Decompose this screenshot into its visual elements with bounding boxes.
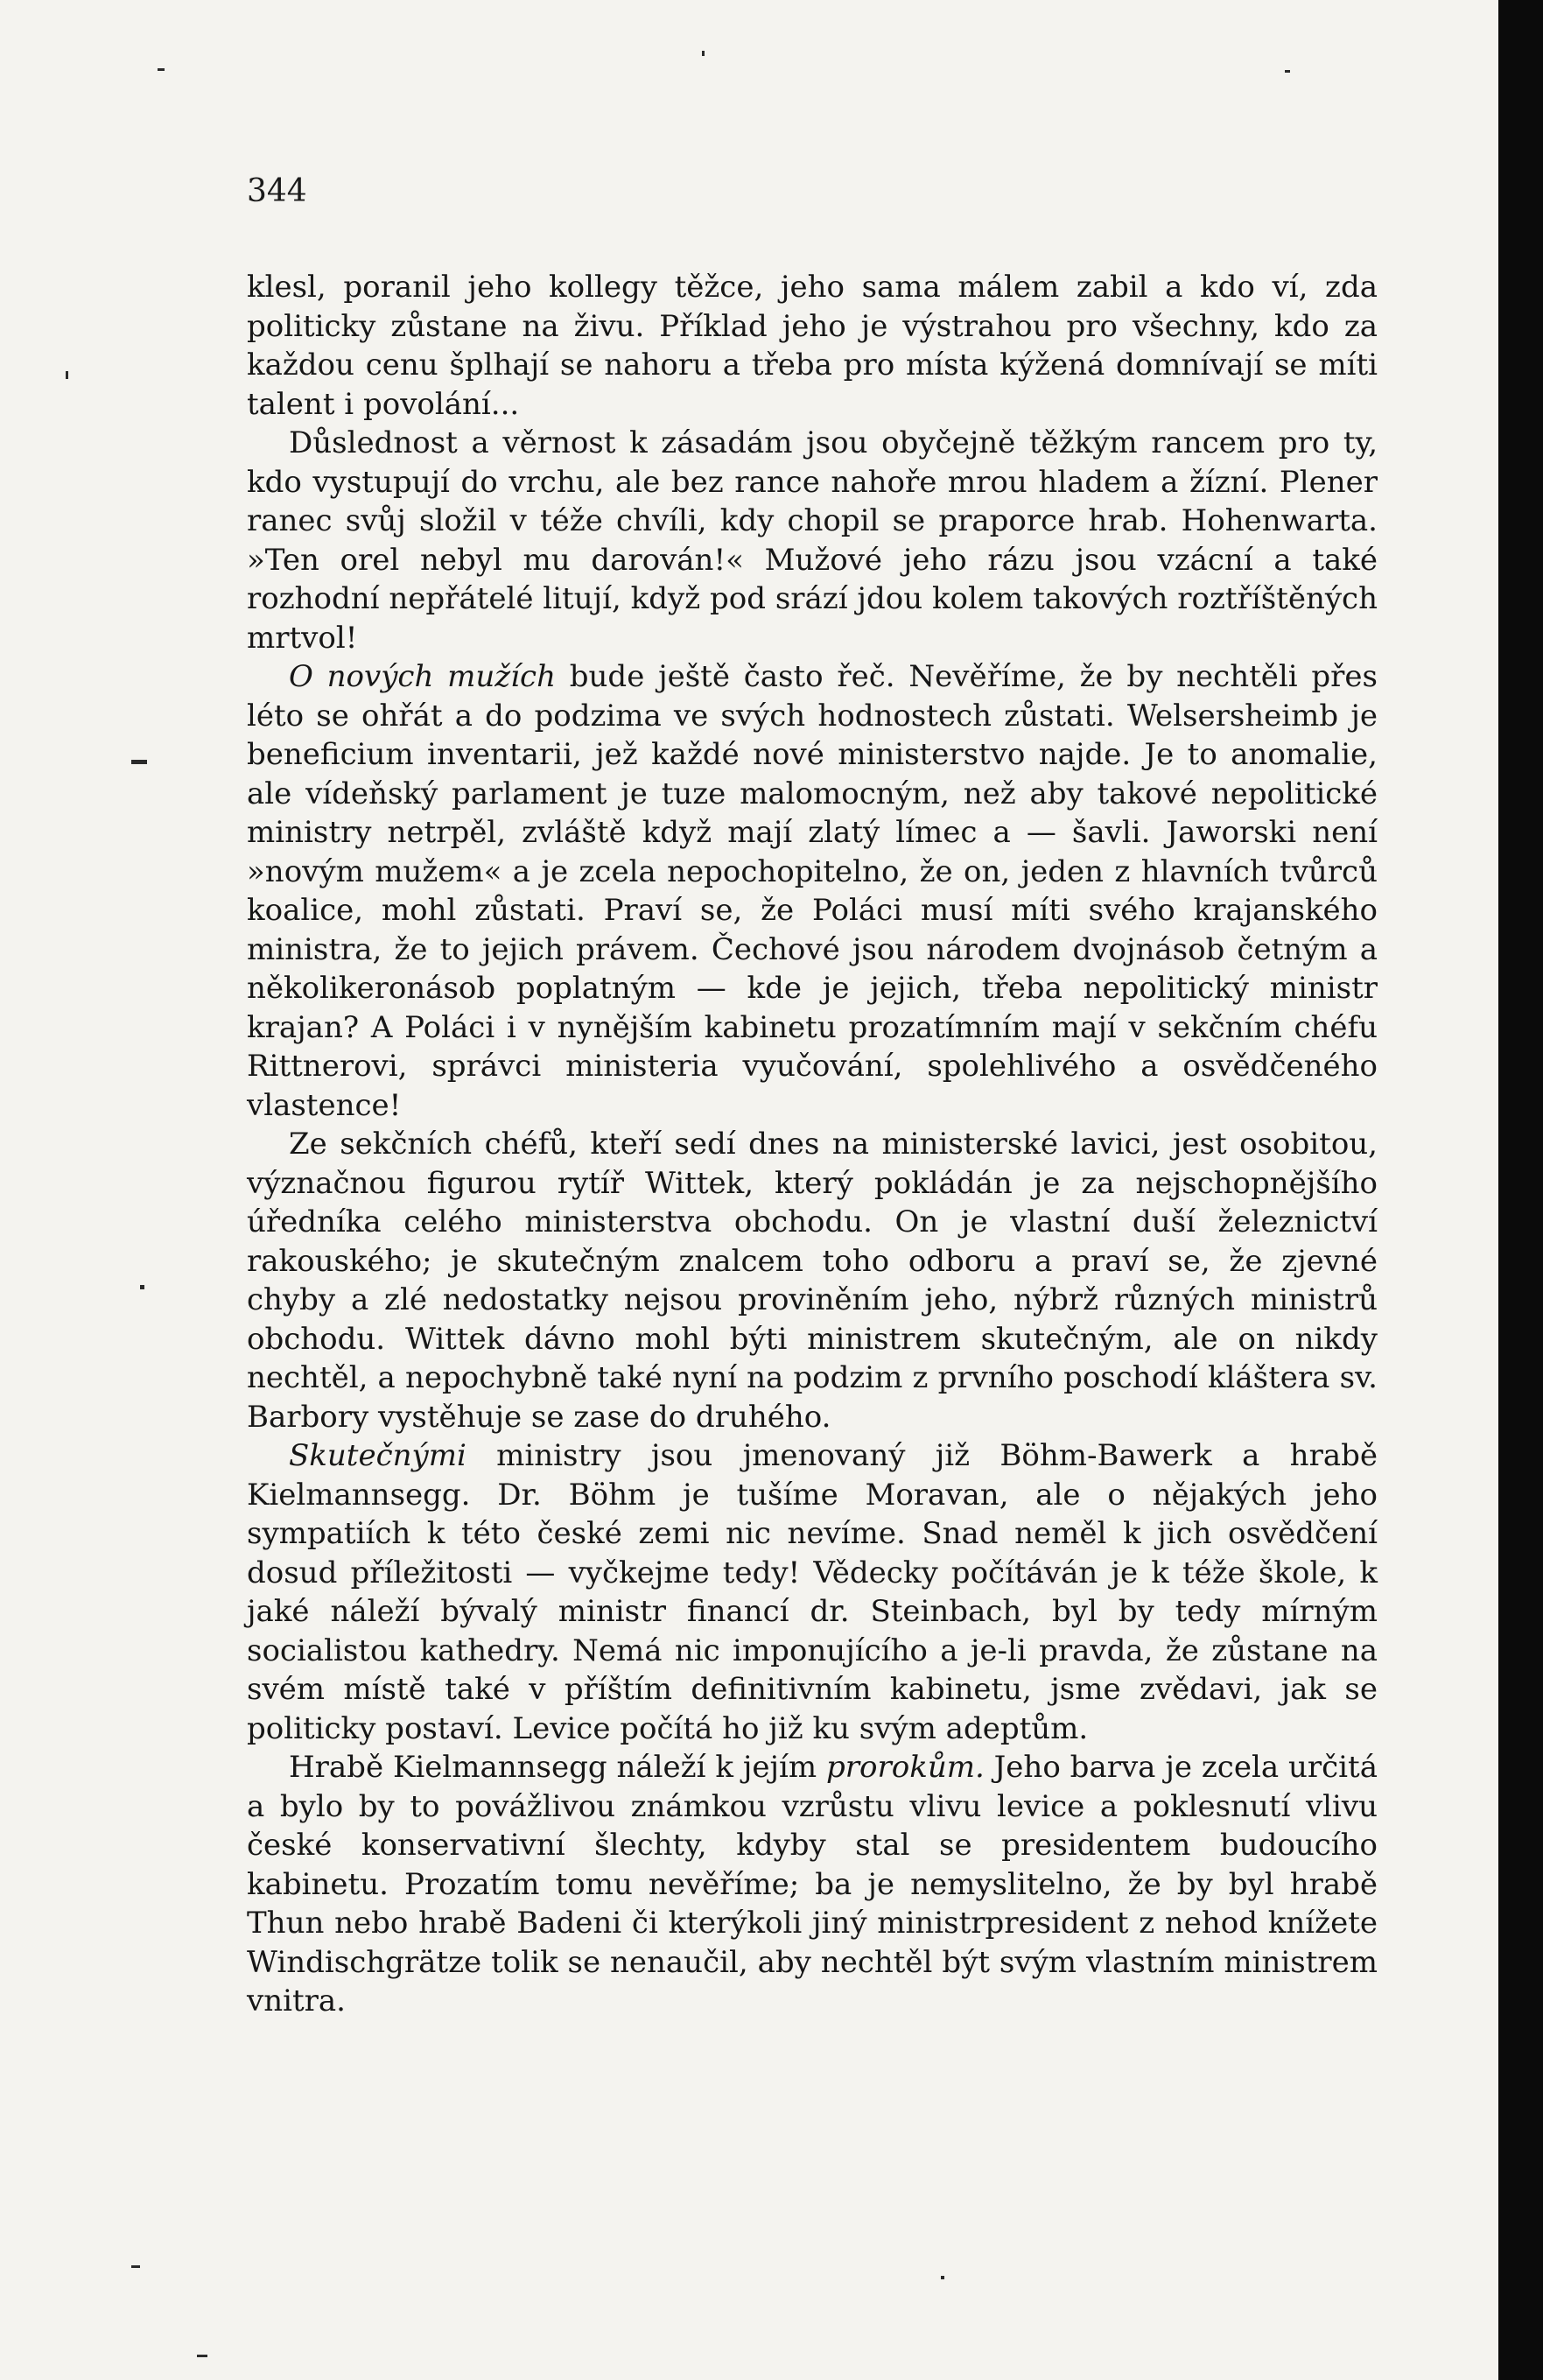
italic-phrase: O nových mužích	[289, 659, 556, 694]
scan-speck	[197, 2355, 207, 2357]
paragraph	[247, 657, 1378, 1125]
scan-speck	[66, 371, 68, 379]
italic-phrase: prorokům.	[826, 1750, 985, 1785]
scan-speck	[1285, 70, 1290, 73]
page-number: 344	[247, 173, 307, 209]
paragraph	[247, 268, 1378, 424]
scan-speck	[702, 51, 705, 56]
scan-speck	[131, 760, 147, 764]
paragraph	[247, 1436, 1378, 1748]
scan-speck	[941, 2276, 944, 2279]
scan-speck	[158, 68, 165, 71]
text-run: Důslednost a věrnost k zásadám jsou obyčejně těžkým rancem pro ty, kdo vystupují do vrchu, ale bez rance nahoře mrou hladem a žízní. Plener ranec svůj složil v téže chvíli, kdy chopil se praporce hrab. Hohenwarta. »Ten orel nebyl mu darován!« Mužové jeho rázu jsou vzácní a také rozhodní nepřátelé litují, když pod srází jdou kolem takových roztříštěných mrtvol!	[247, 425, 1378, 656]
text-run: Hrabě Kielmannsegg náleží k jejím	[289, 1750, 827, 1785]
text-run: Ze sekčních chéfů, kteří sedí dnes na ministerské lavici, jest osobitou, význačnou figurou rytíř Wittek, který pokládán je za nejschopnějšího úředníka celého ministerstva obchodu. On je vlastní duší železnictví rakouského; je skutečným znalcem toho odboru a praví se, že zjevné chyby a zlé nedostatky nejsou proviněním jeho, nýbrž různých ministrů obchodu. Wittek dávno mohl býti ministrem skutečným, ale on nikdy nechtěl, a nepochybně také nyní na podzim z prvního poschodí kláštera sv. Barbory vystěhuje se zase do druhého.	[247, 1127, 1378, 1435]
scan-speck	[140, 1285, 144, 1289]
body-text	[247, 268, 1378, 2021]
paragraph	[247, 424, 1378, 657]
text-run: Jeho barva je zcela určitá a bylo by to povážlivou známkou vzrůstu vlivu levice a poklesnutí vlivu české konservativní šlechty, kdyby stal se presidentem budoucího kabinetu. Prozatím tomu nevěříme; ba je nemyslitelno, že by byl hrabě Thun nebo hrabě Badeni či kterýkoli jiný ministrpresident z nehod knížete Windischgrätze tolik se nenaučil, aby nechtěl být svým vlastním ministrem vnitra.	[247, 1750, 1378, 2018]
italic-phrase: Skutečnými	[289, 1438, 466, 1473]
scan-speck	[131, 2265, 140, 2268]
paragraph	[247, 1748, 1378, 2021]
text-run: ministry jsou jmenovaný již Böhm-Bawerk a hrabě Kielmannsegg. Dr. Böhm je tušíme Moravan, ale o nějakých jeho sympatiích k této české zemi nic nevíme. Snad neměl k jich osvědčení dosud příležitosti — vyčkejme tedy! Vědecky počítáván je k téže škole, k jaké náleží bývalý ministr financí dr. Steinbach, byl by tedy mírným socialistou kathedry. Nemá nic imponujícího a je-li pravda, že zůstane na svém místě také v příštím definitivním kabinetu, jsme zvědavi, jak se politicky postaví. Levice počítá ho již ku svým adeptům.	[247, 1438, 1378, 1746]
text-run: klesl, poranil jeho kollegy těžce, jeho sama málem zabil a kdo ví, zda politicky zůstane na živu. Příklad jeho je výstrahou pro všechny, kdo za každou cenu šplhají se nahoru a třeba pro místa kýžená domnívají se míti talent i povolání...	[247, 270, 1378, 422]
paragraph	[247, 1125, 1378, 1436]
text-run: bude ještě často řeč. Nevěříme, že by nechtěli přes léto se ohřát a do podzima ve svých hodnostech zůstati. Welsersheimb je beneficium inventarii, jež každé nové ministerstvo najde. Je to anomalie, ale vídeňský parlament je tuze malomocným, než aby takové nepolitické ministry netrpěl, zvláště když mají zlatý límec a — šavli. Jaworski není »novým mužem« a je zcela nepochopitelno, že on, jeden z hlavních tvůrců koalice, mohl zůstati. Praví se, že Poláci musí míti svého krajanského ministra, že to jejich právem. Čechové jsou národem dvojnásob četným a několikeronásob poplatným — kde je jejich, třeba nepolitický ministr krajan? A Poláci i v nynějším kabinetu prozatímním mají v sekčním chéfu Rittnerovi, správci ministeria vyučování, spolehlivého a osvědčeného vlastence!	[247, 659, 1378, 1123]
